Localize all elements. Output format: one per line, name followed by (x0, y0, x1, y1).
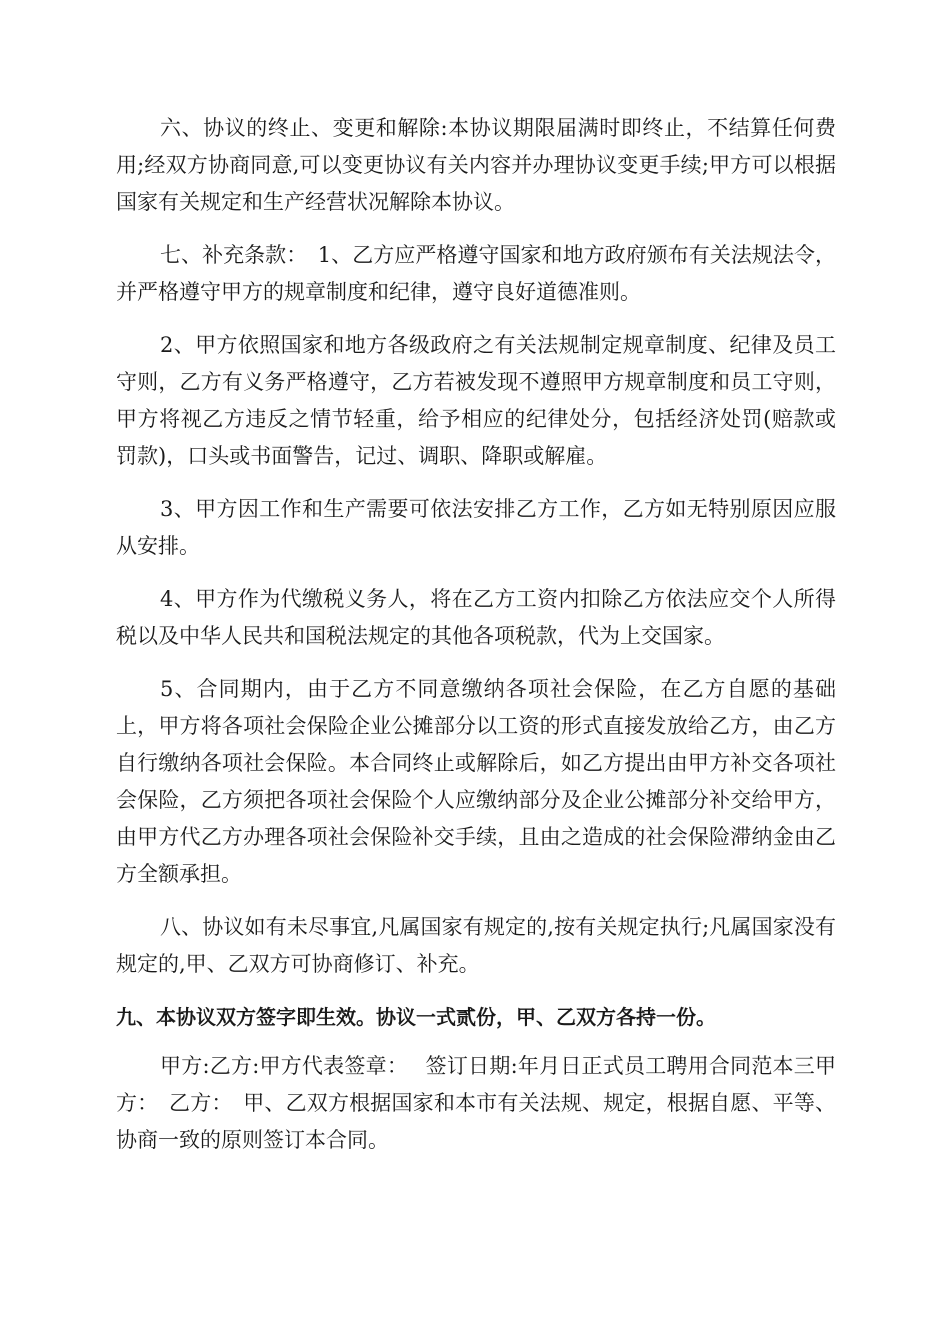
paragraph-supplementary-clause-3: 3、甲方因工作和生产需要可依法安排乙方工作，乙方如无特别原因应服从安排。 (116, 497, 836, 558)
paragraph-termination-clause: 六、协议的终止、变更和解除:本协议期限届满时即终止，不结算任何费用;经双方协商同意,可以变更协议有关内容并办理协议变更手续;甲方可以根据国家有关规定和生产经营状况解除本协议。 (116, 116, 836, 214)
paragraph-supplementary-clause-2: 2、甲方依照国家和地方各级政府之有关法规制定规章制度、纪律及员工守则，乙方有义务严格遵守，乙方若被发现不遵照甲方规章制度和员工守则，甲方将视乙方违反之情节轻重，给予相应的纪律处分，包括经济处罚(赔款或罚款)，口头或书面警告，记过、调职、降职或解雇。 (116, 333, 836, 468)
document-body (116, 110, 836, 1175)
paragraph-supplementary-clause-4: 4、甲方作为代缴税义务人，将在乙方工资内扣除乙方依法应交个人所得税以及中华人民共和国税法规定的其他各项税款，代为上交国家。 (116, 587, 836, 648)
paragraph-supplementary-clause-1: 七、补充条款： 1、乙方应严格遵守国家和地方政府颁布有关法规法令，并严格遵守甲方的规章制度和纪律，遵守良好道德准则。 (116, 243, 836, 304)
paragraph-unaddressed-matters: 八、协议如有未尽事宜,凡属国家有规定的,按有关规定执行;凡属国家没有规定的,甲、乙双方可协商修订、补充。 (116, 915, 836, 976)
paragraph-effective-clause: 九、本协议双方签字即生效。协议一式贰份，甲、乙双方各持一份。 (116, 1005, 716, 1029)
paragraph-supplementary-clause-5: 5、合同期内，由于乙方不同意缴纳各项社会保险，在乙方自愿的基础上，甲方将各项社会保险企业公摊部分以工资的形式直接发放给乙方，由乙方自行缴纳各项社会保险。本合同终止或解除后，如乙方提出由甲方补交各项社会保险，乙方须把各项社会保险个人应缴纳部分及企业公摊部分补交给甲方，由甲方代乙方办理各项社会保险补交手续，且由之造成的社会保险滞纳金由乙方全额承担。 (116, 677, 836, 886)
paragraph-signature-block: 甲方:乙方:甲方代表签章： 签订日期:年月日正式员工聘用合同范本三甲方： 乙方： 甲、乙双方根据国家和本市有关法规、规定，根据自愿、平等、协商一致的原则签订本合同。 (116, 1054, 836, 1152)
